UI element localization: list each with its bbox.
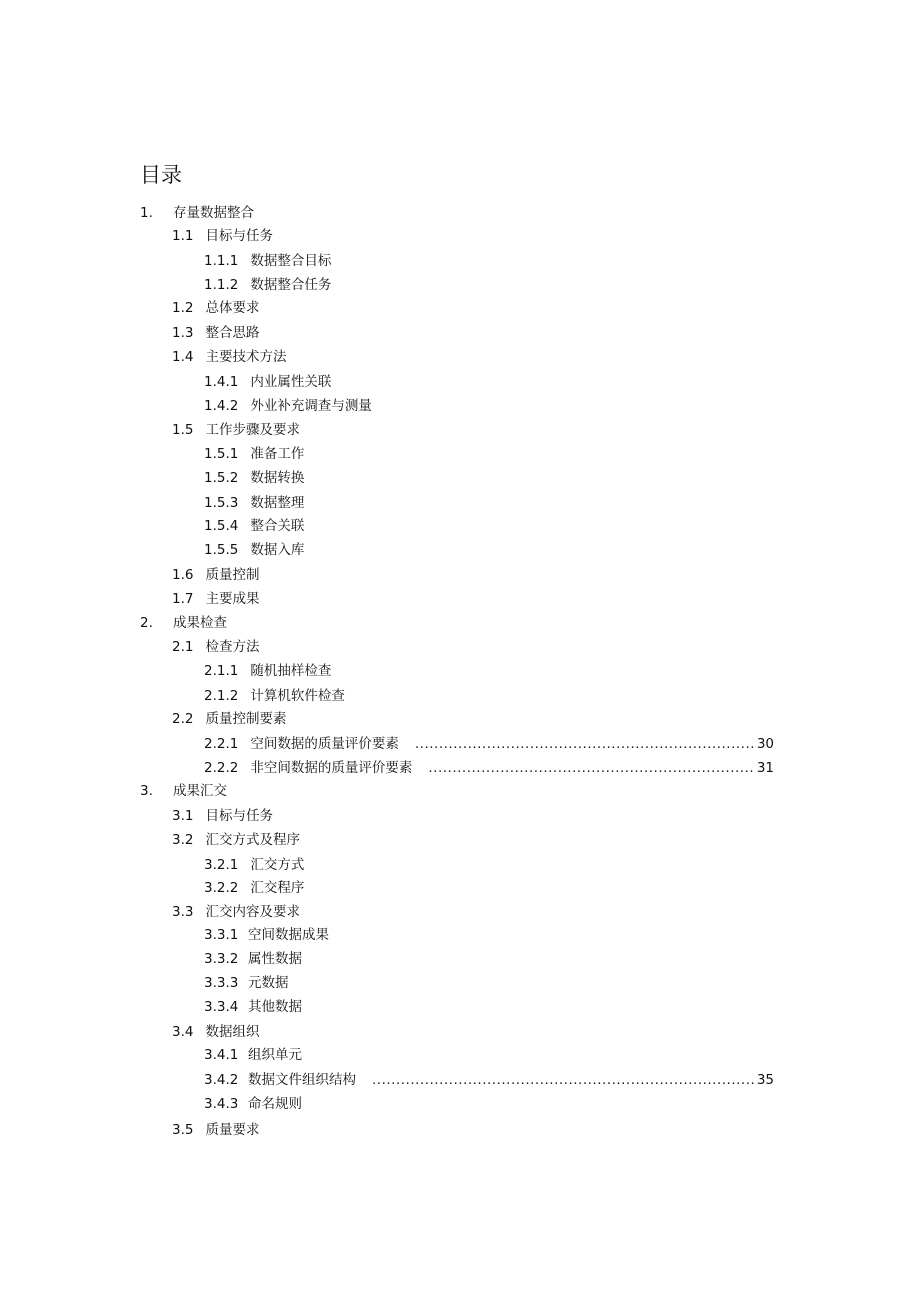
toc-entry[interactable]: [204, 372, 331, 392]
toc-entry-text: 数据组织: [205, 1024, 260, 1040]
toc-entry-text: 主要成果: [205, 591, 260, 607]
toc-entry[interactable]: [172, 565, 259, 585]
toc-entry[interactable]: [204, 251, 331, 271]
toc-entry[interactable]: [172, 1120, 259, 1140]
toc-entry[interactable]: [204, 540, 304, 560]
toc-entry-text: 成果汇交: [173, 783, 227, 799]
toc-page-number: 35: [756, 1072, 774, 1088]
toc-entry-number: 1.7: [172, 591, 194, 607]
toc-entry-text: 汇交方式: [250, 857, 305, 873]
toc-entry-number: 3.2.1: [204, 857, 239, 873]
dot-leader: [428, 758, 754, 778]
toc-entry[interactable]: [204, 949, 302, 969]
toc-entry-number: 2.2: [172, 711, 194, 727]
toc-entry[interactable]: [204, 396, 372, 416]
toc-entry-text: 内业属性关联: [250, 374, 332, 390]
toc-entry[interactable]: [140, 781, 227, 801]
toc-entry[interactable]: [204, 1045, 302, 1065]
toc-entry[interactable]: [204, 973, 289, 993]
toc-entry-number: 3.4.3: [204, 1096, 239, 1112]
toc-entry-number: 1.5.4: [204, 518, 239, 534]
toc-entry[interactable]: [204, 925, 329, 945]
toc-entry-number: 2.: [140, 615, 153, 631]
toc-page-number: 30: [756, 736, 774, 752]
toc-entry[interactable]: [172, 637, 259, 657]
toc-entry[interactable]: [172, 902, 300, 922]
toc-entry-number: 1.5: [172, 422, 194, 438]
toc-entry-number: 3.2.2: [204, 880, 239, 896]
dot-leader: [372, 1070, 755, 1090]
toc-entry-text: 准备工作: [250, 446, 305, 462]
toc-entry[interactable]: [204, 1070, 774, 1090]
toc-entry-text: 组织单元: [248, 1047, 302, 1063]
toc-entry-number: 3.3.1: [204, 927, 239, 943]
toc-entry-text: 外业补充调查与测量: [250, 398, 372, 414]
toc-entry-number: 3.3.4: [204, 999, 239, 1015]
toc-entry[interactable]: [172, 420, 300, 440]
toc-title: 目录: [140, 163, 182, 187]
toc-entry-text: 数据入库: [250, 542, 305, 558]
toc-entry-number: 2.1.2: [204, 688, 239, 704]
toc-entry[interactable]: [204, 493, 304, 513]
toc-entry[interactable]: [172, 298, 259, 318]
toc-entry-text: 数据整合任务: [250, 277, 332, 293]
toc-entry-text: 质量控制: [205, 567, 260, 583]
toc-entry-text: 主要技术方法: [205, 349, 287, 365]
toc-entry-number: 1.5.1: [204, 446, 239, 462]
toc-entry-number: 1.4: [172, 349, 194, 365]
toc-entry-number: 1.5.5: [204, 542, 239, 558]
toc-entry-text: 汇交方式及程序: [205, 832, 300, 848]
toc-entry-text: 空间数据的质量评价要素: [250, 736, 399, 752]
toc-entry[interactable]: [204, 661, 331, 681]
toc-entry-text: 整合思路: [205, 325, 260, 341]
toc-entry-number: 2.2.2: [204, 760, 239, 776]
toc-entry-text: 随机抽样检查: [250, 663, 332, 679]
toc-entry-number: 3.2: [172, 832, 194, 848]
toc-entry-number: 2.2.1: [204, 736, 239, 752]
dot-leader: [415, 734, 755, 754]
toc-entry-text: 质量控制要素: [205, 711, 287, 727]
toc-entry[interactable]: [204, 686, 345, 706]
toc-entry[interactable]: [204, 468, 304, 488]
toc-entry[interactable]: [172, 589, 259, 609]
toc-entry-text: 整合关联: [250, 518, 305, 534]
toc-entry-text: 数据整合目标: [250, 253, 332, 269]
toc-entry-text: 非空间数据的质量评价要素: [250, 760, 413, 776]
toc-entry[interactable]: [204, 878, 304, 898]
toc-entry[interactable]: [204, 855, 304, 875]
toc-entry-number: 3.4: [172, 1024, 194, 1040]
toc-entry[interactable]: [172, 1022, 259, 1042]
toc-entry[interactable]: [172, 806, 273, 826]
toc-entry-text: 数据转换: [250, 470, 305, 486]
toc-entry-number: 1.2: [172, 300, 194, 316]
toc-entry-number: 1.6: [172, 567, 194, 583]
toc-entry[interactable]: [204, 758, 774, 778]
toc-entry-text: 汇交程序: [250, 880, 305, 896]
toc-entry[interactable]: [172, 323, 259, 343]
toc-entry-number: 1.4.2: [204, 398, 239, 414]
toc-entry-text: 工作步骤及要求: [205, 422, 300, 438]
toc-entry-text: 检查方法: [205, 639, 260, 655]
toc-entry-number: 2.1: [172, 639, 194, 655]
toc-entry-text: 质量要求: [205, 1122, 260, 1138]
toc-entry-text: 其他数据: [248, 999, 302, 1015]
toc-entry-number: 1.5.2: [204, 470, 239, 486]
toc-entry-number: 3.3.3: [204, 975, 239, 991]
toc-entry-number: 1.3: [172, 325, 194, 341]
toc-page-number: 31: [756, 760, 774, 776]
toc-entry-text: 元数据: [248, 975, 289, 991]
toc-entry-number: 1.1: [172, 228, 194, 244]
toc-entry-text: 目标与任务: [205, 808, 273, 824]
toc-entry-number: 1.: [140, 205, 153, 221]
toc-entry-text: 空间数据成果: [248, 927, 329, 943]
toc-entry-text: 总体要求: [205, 300, 260, 316]
toc-entry-text: 目标与任务: [205, 228, 273, 244]
toc-entry-text: 命名规则: [248, 1096, 302, 1112]
toc-entry-number: 3.3: [172, 904, 194, 920]
toc-entry-number: 1.5.3: [204, 495, 239, 511]
toc-entry-number: 3.: [140, 783, 153, 799]
toc-entry[interactable]: [172, 347, 286, 367]
toc-entry[interactable]: [172, 709, 286, 729]
toc-entry-number: 3.4.1: [204, 1047, 239, 1063]
toc-entry-text: 计算机软件检查: [250, 688, 345, 704]
toc-entry-text: 属性数据: [248, 951, 302, 967]
toc-entry-number: 1.4.1: [204, 374, 239, 390]
toc-entry[interactable]: [204, 444, 304, 464]
toc-entry[interactable]: [204, 1094, 302, 1114]
toc-entry-number: 3.5: [172, 1122, 194, 1138]
toc-entry[interactable]: [140, 613, 227, 633]
toc-entry-number: 2.1.1: [204, 663, 239, 679]
toc-entry[interactable]: [140, 203, 254, 223]
toc-entry-number: 1.1.1: [204, 253, 239, 269]
toc-entry-text: 成果检查: [173, 615, 227, 631]
toc-entry-number: 3.1: [172, 808, 194, 824]
toc-entry-text: 数据整理: [250, 495, 305, 511]
toc-entry[interactable]: [172, 226, 273, 246]
toc-entry[interactable]: [172, 830, 300, 850]
toc-entry-text: 存量数据整合: [173, 205, 254, 221]
toc-entry[interactable]: [204, 275, 331, 295]
toc-entry[interactable]: [204, 997, 302, 1017]
toc-entry-text: 汇交内容及要求: [205, 904, 300, 920]
toc-entry[interactable]: [204, 516, 304, 536]
toc-entry-text: 数据文件组织结构: [248, 1072, 356, 1088]
toc-entry-number: 3.4.2: [204, 1072, 239, 1088]
toc-entry[interactable]: [204, 734, 774, 754]
toc-entry-number: 3.3.2: [204, 951, 239, 967]
toc-entry-number: 1.1.2: [204, 277, 239, 293]
